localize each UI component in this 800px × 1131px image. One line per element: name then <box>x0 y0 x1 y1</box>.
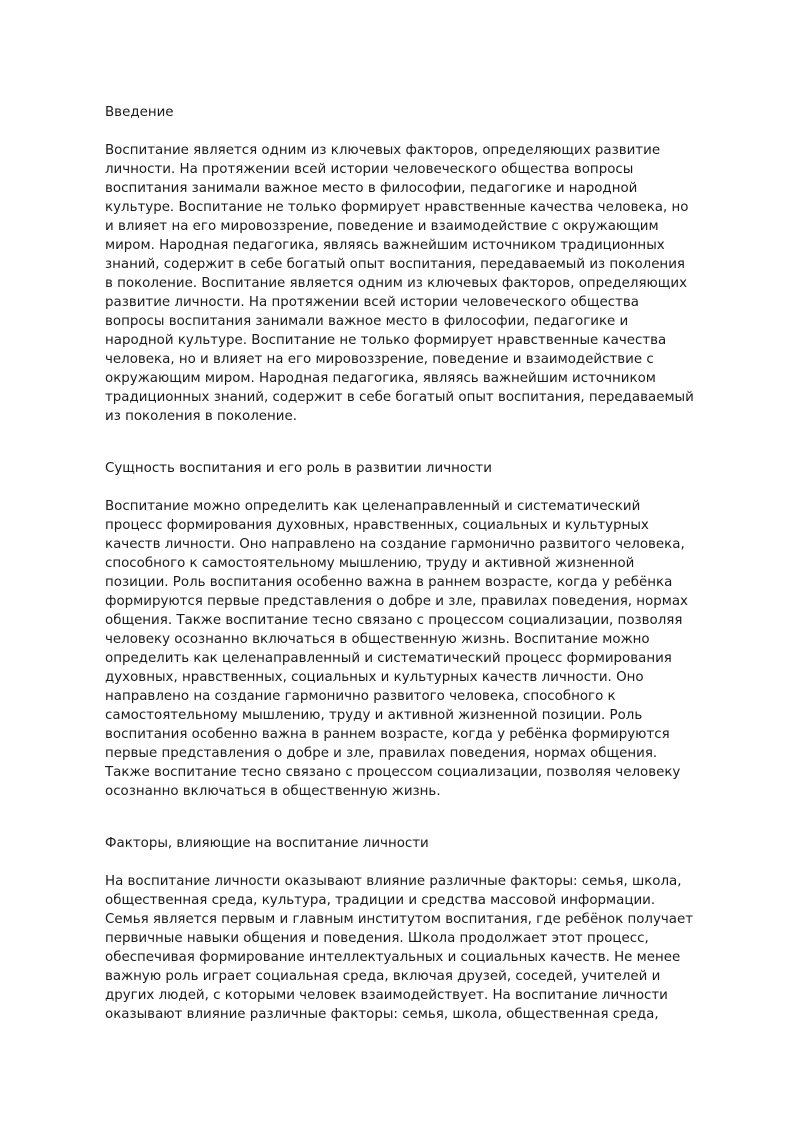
section-spacer <box>105 426 705 459</box>
section-spacer <box>105 801 705 834</box>
section-body-introduction: Воспитание является одним из ключевых факторов, определяющих развитие личности. На протяжении всей истории человеческого общества вопросы воспитания занимали важное место в философии, педагогике и народной культуре. Воспитание не только формирует нравственные качества человека, но и влияет на его мировоззрение, поведение и взаимодействие с окружающим миром. Народная педагогика, являясь важнейшим источником традиционных знаний, содержит в себе богатый опыт воспитания, передаваемый из поколения в поколение. Воспитание является одним из ключевых факторов, определяющих развитие личности. На протяжении всей истории человеческого общества вопросы воспитания занимали важное место в философии, педагогике и народной культуре. Воспитание не только формирует нравственные качества человека, но и влияет на его мировоззрение, поведение и взаимодействие с окружающим миром. Народная педагогика, являясь важнейшим источником традиционных знаний, содержит в себе богатый опыт воспитания, передаваемый из поколения в поколение. <box>105 143 694 424</box>
section-heading-essence: Сущность воспитания и его роль в развитии личности <box>105 461 492 476</box>
document-page <box>105 103 705 1024</box>
section-heading-factors: Факторы, влияющие на воспитание личности <box>105 836 429 851</box>
section-heading-introduction: Введение <box>105 105 174 120</box>
section-body-factors: На воспитание личности оказывают влияние различные факторы: семья, школа, общественная среда, культура, традиции и средства массовой информации. Семья является первым и главным институтом воспитания, где ребёнок получает первичные навыки общения и поведения. Школа продолжает этот процесс, обеспечивая формирование интеллектуальных и социальных качеств. Не менее важную роль играет социальная среда, включая друзей, соседей, учителей и других людей, с которыми человек взаимодействует. На воспитание личности оказывают влияние различные факторы: семья, школа, общественная среда, <box>105 874 694 1022</box>
section-body-essence: Воспитание можно определить как целенаправленный и систематический процесс формирования духовных, нравственных, социальных и культурных качеств личности. Оно направлено на создание гармонично развитого человека, способного к самостоятельному мышлению, труду и активной жизненной позиции. Роль воспитания особенно важна в раннем возрасте, когда у ребёнка формируются первые представления о добре и зле, правилах поведения, нормах общения. Также воспитание тесно связано с процессом социализации, позволяя человеку осознанно включаться в общественную жизнь. Воспитание можно определить как целенаправленный и систематический процесс формирования духовных, нравственных, социальных и культурных качеств личности. Оно направлено на создание гармонично развитого человека, способного к самостоятельному мышлению, труду и активной жизненной позиции. Роль воспитания особенно важна в раннем возрасте, когда у ребёнка формируются первые представления о добре и зле, правилах поведения, нормах общения. Также воспитание тесно связано с процессом социализации, позволяя человеку осознанно включаться в общественную жизнь. <box>105 499 688 799</box>
